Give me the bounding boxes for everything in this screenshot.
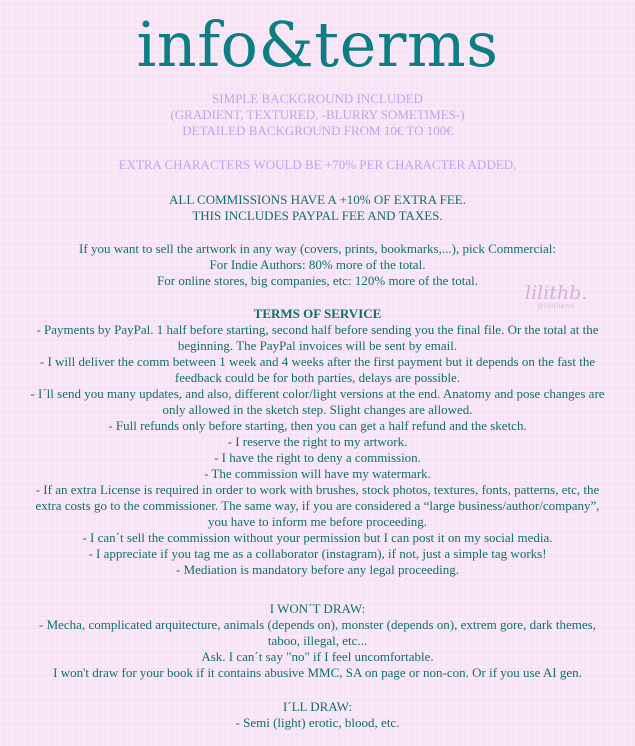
will-draw-heading: I´LL DRAW: [282,699,353,714]
tos-line: you have to inform me before proceeding. [207,514,428,529]
tos-line: - I will deliver the comm between 1 week and 4 weeks after the first payment but it depends on the fast the [39,354,596,369]
signature-handle: @lilitherie [537,303,575,310]
terms-of-service-section [0,306,635,578]
background-line: SIMPLE BACKGROUND INCLUDED [212,91,423,106]
fee-section [0,192,635,224]
fee-line: ALL COMMISSIONS HAVE A +10% OF EXTRA FEE. [169,192,466,207]
tos-line: - I can´t sell the commission without your permission but I can post it on my social media. [82,530,553,545]
tos-line: - Full refunds only before starting, then you can get a half refund and the sketch. [108,418,527,433]
wont-draw-line: Ask. I can´t say "no" if I feel uncomfortable. [201,649,434,664]
tos-line: extra costs go to the commissioner. The same way, if you are considered a “large business/author/company”, [35,498,600,513]
tos-line: - Mediation is mandatory before any legal proceeding. [175,562,459,577]
tos-line: - I have the right to deny a commission. [214,450,421,465]
background-line: DETAILED BACKGROUND FROM 10€ TO 100€ [182,123,453,138]
wont-draw-line: taboo, illegal, etc... [267,633,368,648]
will-draw-line: - Semi (light) erotic, blood, etc. [235,715,400,730]
commercial-line: If you want to sell the artwork in any way (covers, prints, bookmarks,...), pick Commercial: [79,241,556,256]
tos-line: beginning. The PayPal invoices will be sent by email. [177,338,458,353]
background-line: (GRADIENT, TEXTURED, -BLURRY SOMETIMES-) [170,107,465,122]
fee-line: THIS INCLUDES PAYPAL FEE AND TAXES. [192,208,443,223]
wont-draw-line: I won't draw for your book if it contains abusive MMC, SA on page or non-con. Or if you use AI gen. [53,665,582,680]
extra-characters-line: EXTRA CHARACTERS WOULD BE +70% PER CHARACTER ADDED. [118,157,517,172]
commercial-line: For online stores, big companies, etc: 120% more of the total. [157,273,478,288]
signature-name: lilithb. [525,282,588,304]
extra-characters-section [0,157,635,173]
tos-line: - I reserve the right to my artwork. [227,434,408,449]
wont-draw-line: - Mecha, complicated arquitecture, animals (depends on), monster (depends on), extrem gore, dark themes, [39,617,596,632]
tos-line: - I´ll send you many updates, and also, different color/light versions at the end. Anatomy and pose changes are [30,386,605,401]
wont-draw-heading: I WON´T DRAW: [269,601,366,616]
will-draw-section [0,699,635,731]
background-pricing-section [0,91,635,139]
tos-line: only allowed in the sketch step. Slight changes are allowed. [162,402,473,417]
tos-line: - The commission will have my watermark. [204,466,431,481]
commercial-line: For Indie Authors: 80% more of the total. [209,257,426,272]
tos-line: feedback could be for both parties, delays are possible. [174,370,461,385]
page-title: info&terms [136,8,499,81]
wont-draw-section [0,601,635,681]
tos-line: - I appreciate if you tag me as a collaborator (instagram), if not, just a simple tag works! [88,546,547,561]
tos-line: - If an extra License is required in order to work with brushes, stock photos, textures, fonts, patterns, etc, the [35,482,600,497]
terms-of-service-heading: TERMS OF SERVICE [253,306,382,321]
tos-line: - Payments by PayPal. 1 half before starting, second half before sending you the final file. Or the total at the [36,322,599,337]
